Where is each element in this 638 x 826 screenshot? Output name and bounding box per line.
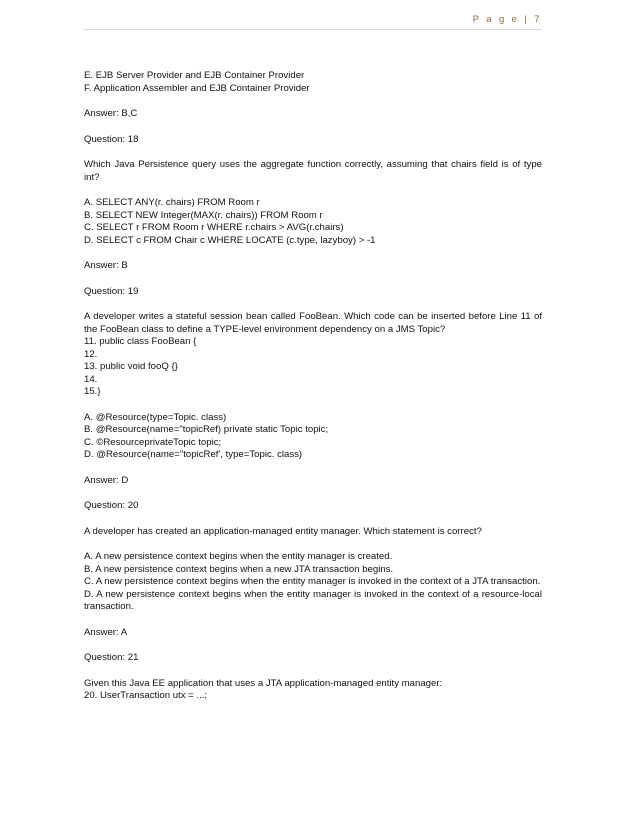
text-line: Answer: B	[84, 260, 128, 271]
text-block	[84, 475, 542, 488]
text-line: Question: 21	[84, 652, 139, 663]
text-line: C. ©ResourceprivateTopic topic;	[84, 436, 222, 448]
text-line: A. SELECT ANY(r. chairs) FROM Room r	[84, 197, 260, 208]
text-line: A. @Resource(type=Topic. class)	[84, 411, 227, 423]
header-rule	[84, 29, 542, 30]
text-block	[84, 526, 542, 539]
text-line: E. EJB Server Provider and EJB Container Provider	[84, 70, 305, 81]
text-line: 11. public class FooBean {	[84, 336, 197, 347]
text-block	[84, 108, 542, 121]
text-line: Answer: B,C	[84, 108, 138, 119]
text-line: B. SELECT NEW Integer(MAX(r. chairs)) FROM Room r	[84, 209, 323, 221]
text-block	[84, 311, 542, 399]
text-line: F. Application Assembler and EJB Container Provider	[84, 82, 310, 94]
text-line: 15.}	[84, 386, 101, 397]
text-line: Answer: A	[84, 626, 128, 638]
text-line: D. @Resource(name="topicRef', type=Topic. class)	[84, 449, 303, 460]
text-line: D. A new persistence context begins when the entity manager is invoked in the context of a resource-local transaction.	[84, 588, 542, 612]
text-line: C. SELECT r FROM Room r WHERE r.chairs > AVG(r.chairs)	[84, 222, 344, 233]
text-block	[84, 260, 542, 273]
text-line: 13. public void fooQ {}	[84, 361, 178, 372]
text-line: A. A new persistence context begins when the entity manager is created.	[84, 551, 393, 562]
text-block	[84, 412, 542, 462]
text-line: Question: 20	[84, 500, 139, 511]
text-block	[84, 627, 542, 640]
page-number-header: P a g e | 7	[472, 14, 542, 25]
text-line: Which Java Persistence query uses the aggregate function correctly, assuming that chairs field is of type int?	[84, 159, 542, 183]
text-line: 20. UserTransaction utx = ...;	[84, 690, 208, 701]
text-block	[84, 70, 542, 95]
text-block	[84, 678, 542, 703]
text-line: Question: 19	[84, 285, 139, 297]
text-line: Answer: D	[84, 474, 129, 486]
text-line: Given this Java EE application that uses a JTA application-managed entity manager:	[84, 677, 443, 689]
page-content	[84, 70, 542, 716]
text-line: D. SELECT c FROM Chair c WHERE LOCATE (c.type, lazyboy) > -1	[84, 234, 376, 246]
text-line: 12.	[84, 348, 98, 360]
text-block	[84, 159, 542, 184]
text-line: B. A new persistence context begins when a new JTA transaction begins.	[84, 563, 394, 575]
text-line: A developer has created an application-managed entity manager. Which statement is correct?	[84, 525, 482, 537]
text-line: C. A new persistence context begins when the entity manager is invoked in the context of a JTA transaction.	[84, 576, 541, 587]
text-block	[84, 286, 542, 299]
text-block	[84, 652, 542, 665]
text-block	[84, 134, 542, 147]
text-line: 14.	[84, 373, 98, 385]
text-block	[84, 197, 542, 247]
text-block	[84, 500, 542, 513]
text-line: B. @Resource(name="topicRef) private static Topic topic;	[84, 424, 329, 435]
text-block	[84, 551, 542, 614]
text-line: A developer writes a stateful session bean called FooBean. Which code can be inserted before Line 11 of the FooBean class to define a TYPE-level environment dependency on a JMS Topic?	[84, 311, 542, 335]
text-line: Question: 18	[84, 133, 139, 145]
